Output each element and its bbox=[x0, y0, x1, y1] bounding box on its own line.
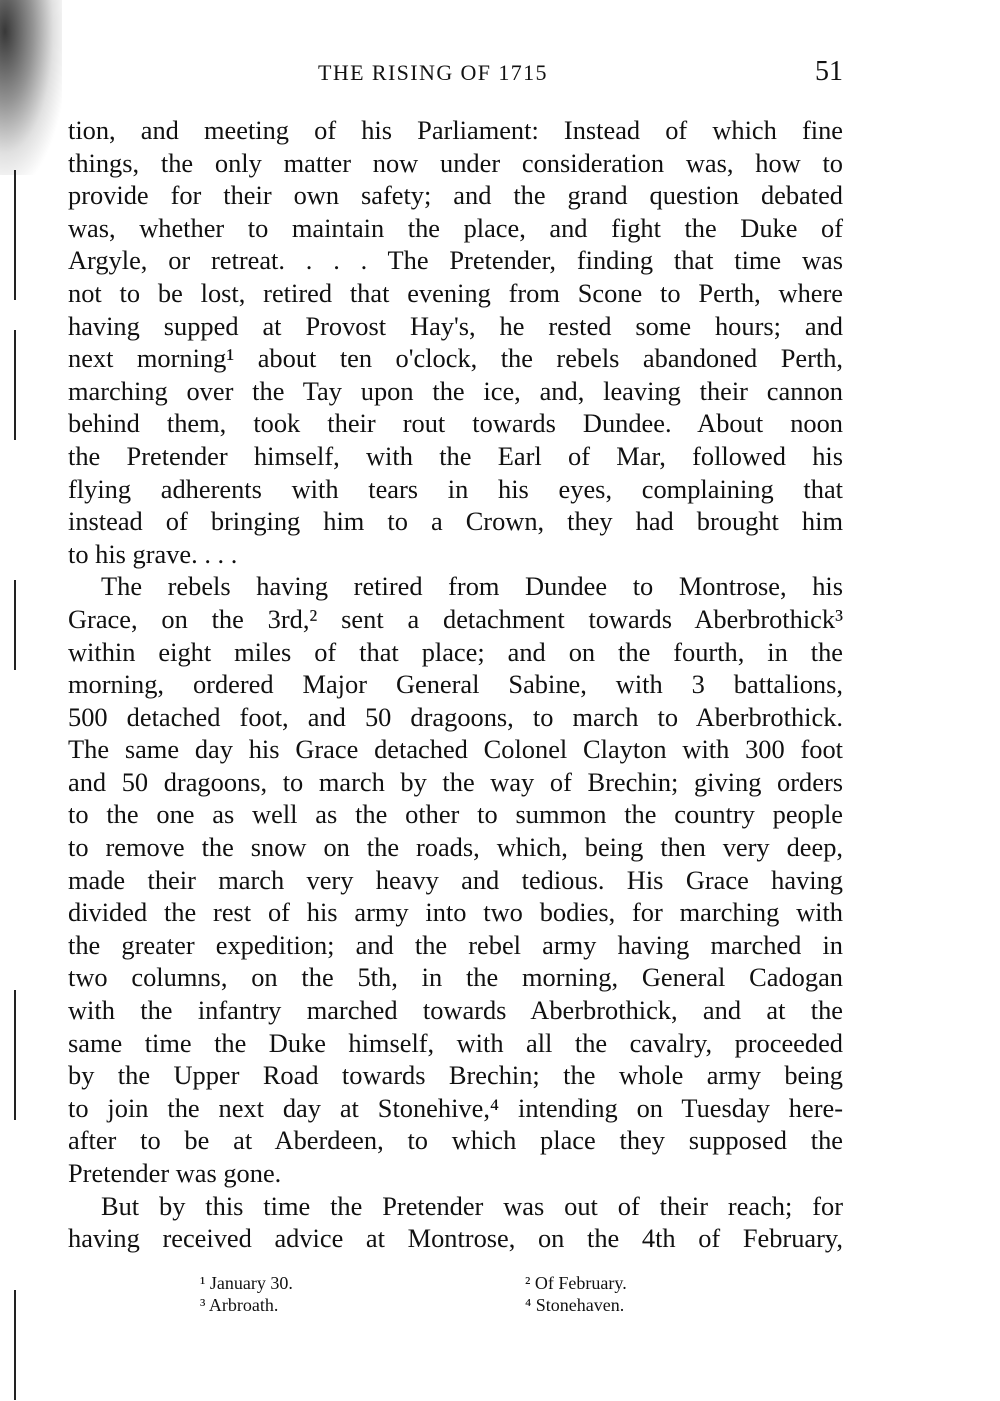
footnote-row bbox=[200, 1294, 720, 1316]
text-line: to remove the snow on the roads, which, being then very deep, bbox=[68, 832, 843, 863]
binding-edge-mark bbox=[14, 990, 16, 1120]
text-line: having received advice at Montrose, on the 4th of February, bbox=[68, 1223, 843, 1254]
binding-edge-mark bbox=[14, 170, 16, 300]
text-line: by the Upper Road towards Brechin; the whole army being bbox=[68, 1060, 843, 1091]
text-line: Grace, on the 3rd,² sent a detachment towards Aberbrothick³ bbox=[68, 603, 843, 634]
text-line: not to be lost, retired that evening from Scone to Perth, where bbox=[68, 277, 843, 308]
text-line: made their march very heavy and tedious. His Grace having bbox=[68, 864, 843, 895]
binding-shadow bbox=[0, 0, 62, 175]
page-gutter-shadow bbox=[0, 0, 70, 1401]
text-line: having supped at Provost Hay's, he rested some hours; and bbox=[68, 310, 843, 341]
text-line: two columns, on the 5th, in the morning, General Cadogan bbox=[68, 962, 843, 993]
text-line: provide for their own safety; and the grand question debated bbox=[68, 180, 843, 211]
running-title: THE RISING OF 1715 bbox=[318, 60, 548, 85]
text-line: morning, ordered Major General Sabine, with 3 battalions, bbox=[68, 669, 843, 700]
text-line: divided the rest of his army into two bodies, for marching with bbox=[68, 897, 843, 928]
text-line: to join the next day at Stonehive,⁴ intending on Tuesday here- bbox=[68, 1092, 843, 1123]
text-line: the Pretender himself, with the Earl of Mar, followed his bbox=[68, 440, 843, 471]
text-line: to the one as well as the other to summon the country people bbox=[68, 799, 843, 830]
body-text bbox=[68, 114, 843, 1255]
text-line: was, whether to maintain the place, and fight the Duke of bbox=[68, 212, 843, 243]
text-line: instead of bringing him to a Crown, they had brought him bbox=[68, 506, 843, 537]
text-line: The same day his Grace detached Colonel Clayton with 300 foot bbox=[68, 734, 843, 765]
text-line: marching over the Tay upon the ice, and, leaving their cannon bbox=[68, 375, 843, 406]
footnote-3: ³ Arbroath. bbox=[200, 1295, 279, 1315]
text-line: same time the Duke himself, with all the cavalry, proceeded bbox=[68, 1027, 843, 1058]
paragraph-first-line: But by this time the Pretender was out of their reach; for bbox=[101, 1190, 843, 1221]
running-header bbox=[68, 56, 843, 100]
text-line: flying adherents with tears in his eyes, complaining that bbox=[68, 473, 843, 504]
page-number: 51 bbox=[815, 56, 843, 87]
text-line: within eight miles of that place; and on the fourth, in the bbox=[68, 636, 843, 667]
binding-edge-mark bbox=[14, 1290, 16, 1400]
footnote-1: ¹ January 30. bbox=[200, 1273, 293, 1293]
footnotes bbox=[200, 1272, 720, 1316]
footnote-2: ² Of February. bbox=[525, 1273, 627, 1293]
paragraph-end-line: to his grave. . . . bbox=[68, 538, 238, 569]
text-line: with the infantry marched towards Aberbrothick, and at the bbox=[68, 995, 843, 1026]
text-line: Argyle, or retreat. . . . The Pretender, finding that time was bbox=[68, 245, 843, 276]
binding-edge-mark bbox=[14, 330, 16, 440]
footnote-4: ⁴ Stonehaven. bbox=[525, 1295, 625, 1315]
text-line: the greater expedition; and the rebel army having marched in bbox=[68, 929, 843, 960]
paragraph-first-line: The rebels having retired from Dundee to Montrose, his bbox=[101, 571, 843, 602]
text-line: after to be at Aberdeen, to which place they supposed the bbox=[68, 1125, 843, 1156]
text-line: 500 detached foot, and 50 dragoons, to march to Aberbrothick. bbox=[68, 701, 843, 732]
text-line: next morning¹ about ten o'clock, the rebels abandoned Perth, bbox=[68, 343, 843, 374]
text-line: tion, and meeting of his Parliament: Instead of which fine bbox=[68, 115, 843, 145]
text-line: behind them, took their rout towards Dundee. About noon bbox=[68, 408, 843, 439]
footnote-row bbox=[200, 1272, 720, 1294]
paragraph-end-line: Pretender was gone. bbox=[68, 1158, 282, 1188]
text-line: and 50 dragoons, to march by the way of Brechin; giving orders bbox=[68, 766, 843, 797]
binding-edge-mark bbox=[14, 580, 16, 670]
text-line: things, the only matter now under consideration was, how to bbox=[68, 147, 843, 178]
